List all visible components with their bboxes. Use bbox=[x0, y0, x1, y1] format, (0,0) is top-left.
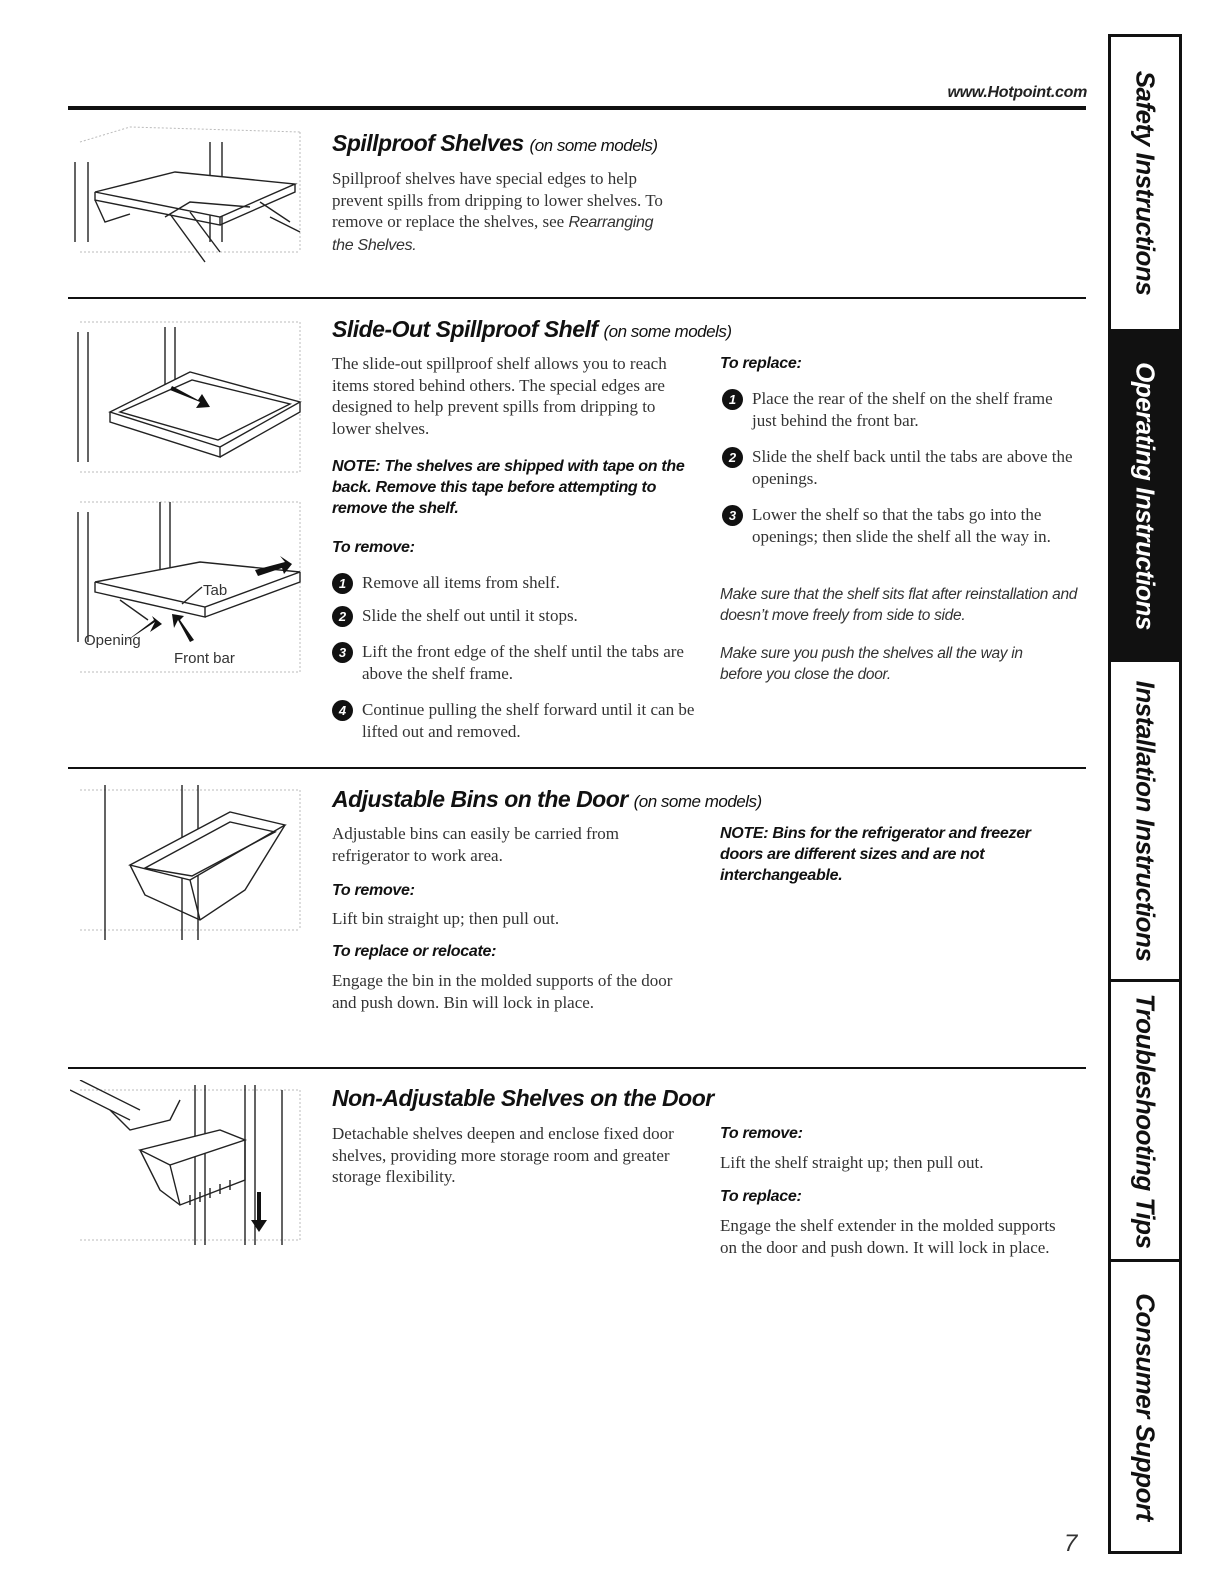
step-number-badge: 3 bbox=[332, 642, 353, 663]
slideout-remove-step-4 bbox=[338, 699, 702, 742]
adjustable-relocate-text: Engage the bin in the molded supports of the door and push down. Bin will lock in place. bbox=[332, 971, 673, 1012]
step-number-badge: 2 bbox=[332, 606, 353, 627]
door-bin-illustration bbox=[70, 780, 310, 945]
step-number-badge: 2 bbox=[722, 447, 743, 468]
slideout-italic-note-2: Make sure you push the shelves all the way in before you close the door. bbox=[720, 645, 1023, 683]
nonadjustable-remove-heading: To remove: bbox=[720, 1125, 803, 1142]
slideout-shelf-illustration bbox=[70, 312, 310, 482]
tab-label: Troubleshooting Tips bbox=[1130, 993, 1161, 1248]
step-text: Remove all items from shelf. bbox=[362, 573, 560, 592]
nonadjustable-body: Detachable shelves deepen and enclose fixed door shelves, providing more storage room and greater storage flexibility. bbox=[332, 1124, 674, 1186]
label-opening: Opening bbox=[84, 632, 141, 649]
slideout-note: NOTE: The shelves are shipped with tape on the back. Remove this tape before attempting to remove the shelf. bbox=[332, 458, 685, 517]
step-text: Slide the shelf back until the tabs are above the openings. bbox=[752, 447, 1073, 488]
tab-safety-instructions[interactable] bbox=[1111, 37, 1179, 332]
step-number-badge: 3 bbox=[722, 505, 743, 526]
rearranging-shelves-reference: Rearranging the Shelves. bbox=[332, 214, 654, 254]
slideout-replace-step-3 bbox=[728, 504, 1087, 547]
slideout-remove-step-1 bbox=[338, 572, 692, 594]
website-url: www.Hotpoint.com bbox=[947, 84, 1087, 101]
slideout-italic-note-1: Make sure that the shelf sits flat after reinstallation and doesn’t move freely from side to side. bbox=[720, 586, 1078, 624]
divider-1 bbox=[68, 297, 1086, 299]
slideout-replace-heading: To replace: bbox=[720, 355, 802, 372]
step-number-badge: 1 bbox=[332, 573, 353, 594]
spillproof-title-text: Spillproof Shelves bbox=[332, 130, 524, 156]
spillproof-title bbox=[332, 130, 658, 157]
header-rule bbox=[68, 106, 1086, 110]
adjustable-body: Adjustable bins can easily be carried from refrigerator to work area. bbox=[332, 824, 620, 865]
slideout-subtitle: (on some models) bbox=[603, 322, 732, 341]
tab-label: Safety Instructions bbox=[1130, 70, 1161, 296]
slideout-replace-step-2 bbox=[728, 446, 1074, 489]
nonadjustable-remove-text: Lift the shelf straight up; then pull out. bbox=[720, 1153, 984, 1172]
slideout-body: The slide-out spillproof shelf allows you to reach items stored behind others. The special edges are designed to help prevent spills from dripping to lower shelves. bbox=[332, 354, 667, 438]
page-number: 7 bbox=[1064, 1530, 1078, 1557]
step-text: Place the rear of the shelf on the shelf frame just behind the front bar. bbox=[752, 389, 1053, 430]
adjustable-remove-heading: To remove: bbox=[332, 882, 415, 899]
adjustable-title-text: Adjustable Bins on the Door bbox=[332, 786, 628, 812]
divider-3 bbox=[68, 1067, 1086, 1069]
adjustable-relocate-heading: To replace or relocate: bbox=[332, 943, 497, 960]
nonadjustable-title: Non-Adjustable Shelves on the Door bbox=[332, 1085, 714, 1111]
tab-consumer-support[interactable] bbox=[1111, 1262, 1179, 1551]
spillproof-shelf-illustration bbox=[70, 122, 310, 272]
divider-2 bbox=[68, 767, 1086, 769]
slideout-title bbox=[332, 316, 732, 343]
nonadjustable-replace-heading: To replace: bbox=[720, 1188, 802, 1205]
adjustable-remove-text: Lift bin straight up; then pull out. bbox=[332, 909, 560, 928]
tab-label: Installation Instructions bbox=[1130, 680, 1161, 961]
tab-installation-instructions[interactable] bbox=[1111, 662, 1179, 982]
door-shelf-extender-illustration bbox=[70, 1080, 310, 1250]
adjustable-subtitle: (on some models) bbox=[633, 792, 762, 811]
step-text: Lift the front edge of the shelf until the tabs are above the shelf frame. bbox=[362, 642, 684, 683]
slideout-remove-step-2 bbox=[338, 605, 692, 627]
slideout-remove-step-3 bbox=[338, 641, 692, 684]
step-text: Continue pulling the shelf forward until it can be lifted out and removed. bbox=[362, 700, 695, 741]
tab-operating-instructions[interactable] bbox=[1111, 332, 1179, 662]
slideout-title-text: Slide-Out Spillproof Shelf bbox=[332, 316, 598, 342]
tab-label: Operating Instructions bbox=[1130, 361, 1161, 630]
tab-troubleshooting-tips[interactable] bbox=[1111, 982, 1179, 1262]
tab-label: Consumer Support bbox=[1130, 1292, 1161, 1521]
step-number-badge: 4 bbox=[332, 700, 353, 721]
step-text: Lower the shelf so that the tabs go into the openings; then slide the shelf all the way in. bbox=[752, 505, 1051, 546]
label-front-bar: Front bar bbox=[174, 650, 235, 667]
spillproof-subtitle: (on some models) bbox=[529, 136, 658, 155]
section-tab-sidebar bbox=[1108, 34, 1182, 1554]
adjustable-title bbox=[332, 786, 762, 813]
slideout-replace-step-1 bbox=[728, 388, 1074, 431]
label-tab: Tab bbox=[203, 582, 228, 599]
spillproof-body bbox=[332, 168, 672, 256]
step-number-badge: 1 bbox=[722, 389, 743, 410]
spillproof-body-text: Spillproof shelves have special edges to help prevent spills from dripping to lower shelves. To remove or replace the shelves, see bbox=[332, 169, 663, 231]
adjustable-note: NOTE: Bins for the refrigerator and freezer doors are different sizes and are not interchangeable. bbox=[720, 825, 1031, 884]
step-text: Slide the shelf out until it stops. bbox=[362, 606, 578, 625]
slideout-remove-heading: To remove: bbox=[332, 539, 415, 556]
nonadjustable-replace-text: Engage the shelf extender in the molded supports on the door and push down. It will lock in place. bbox=[720, 1216, 1056, 1257]
